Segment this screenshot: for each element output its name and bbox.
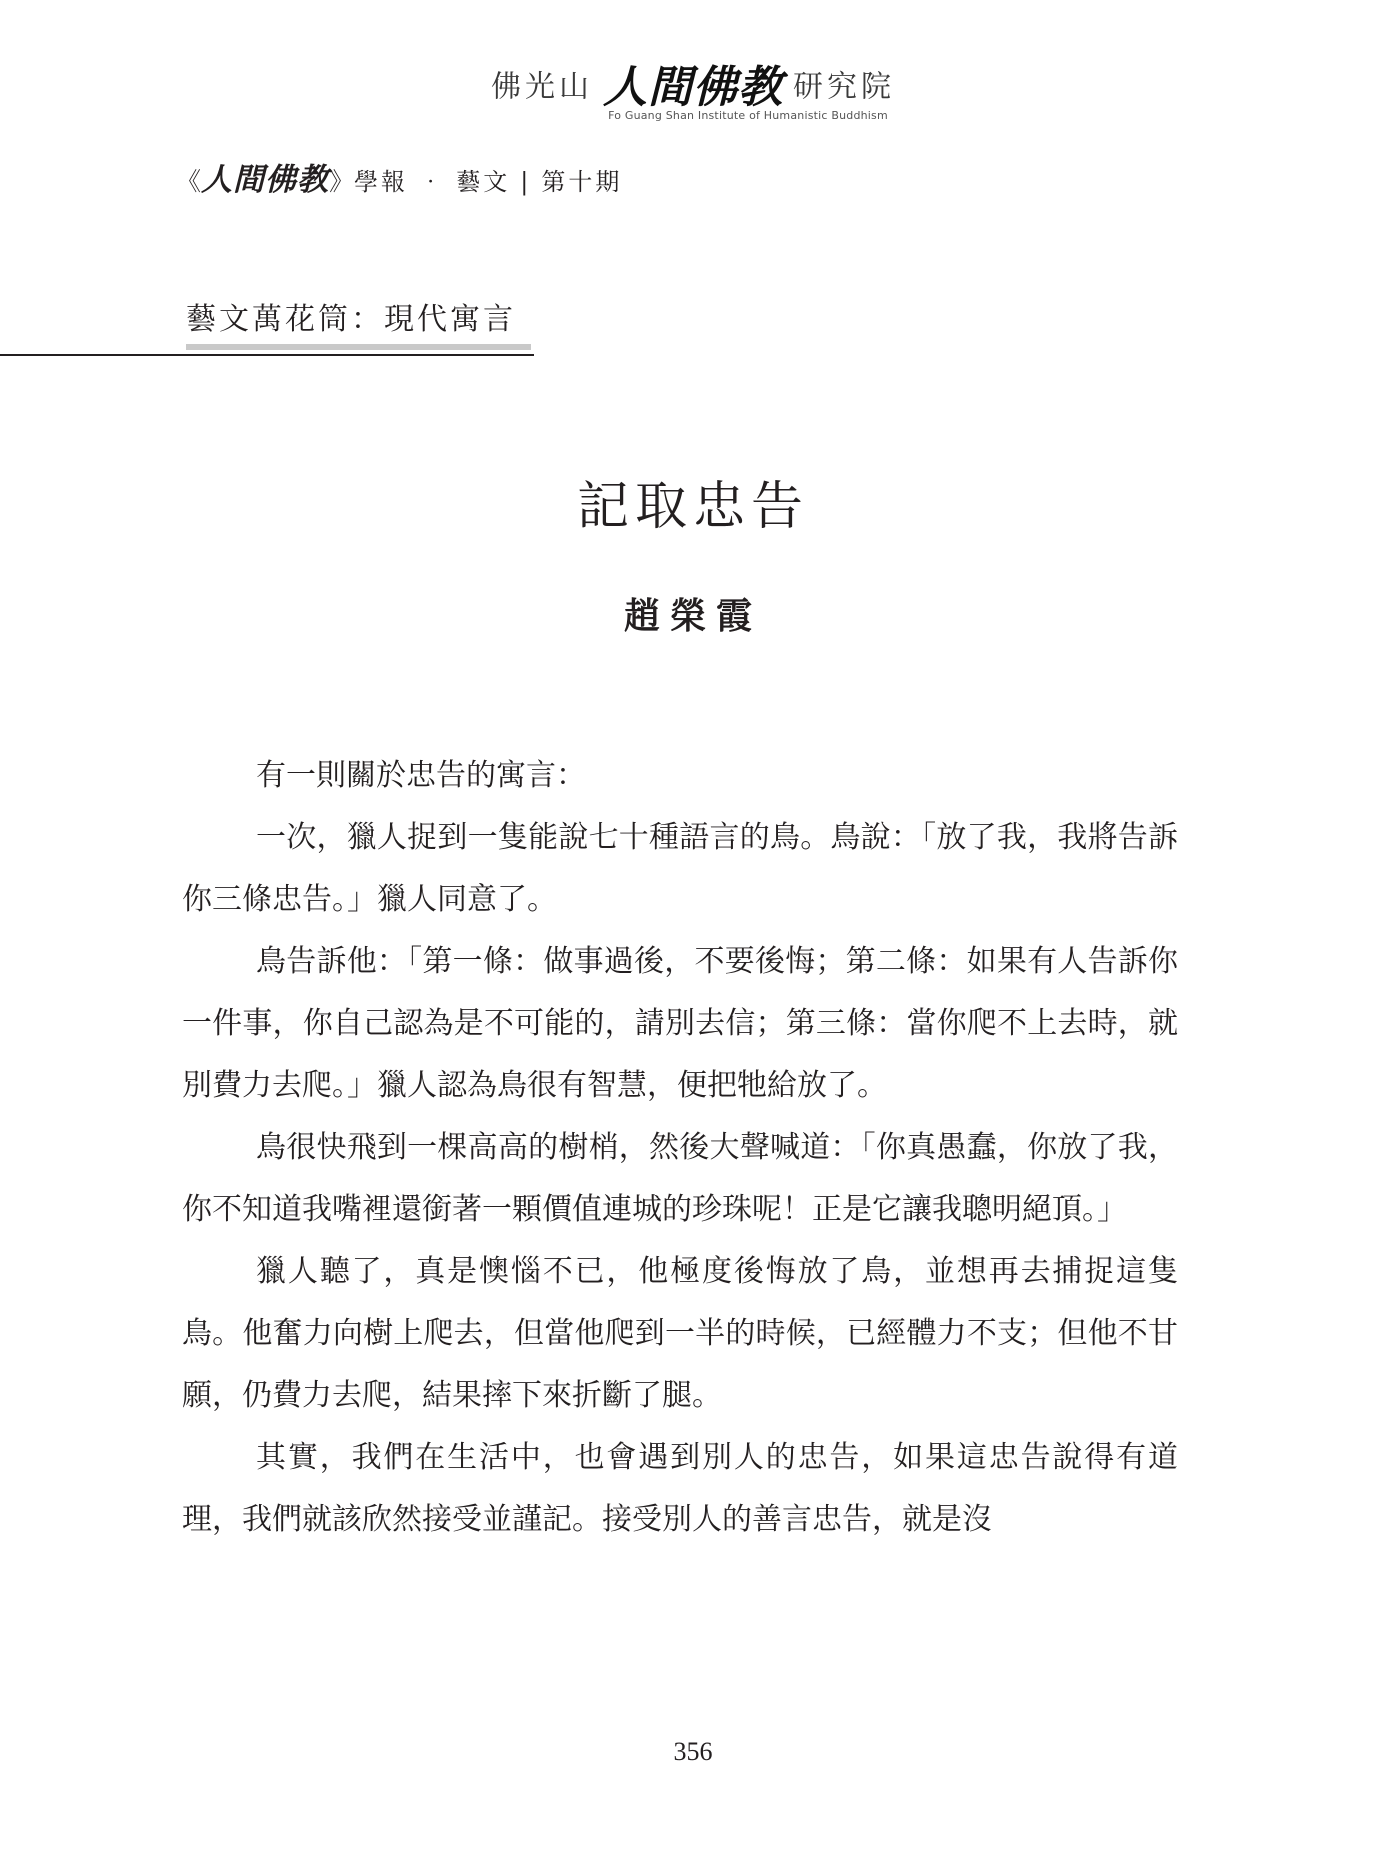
institute-english-name: Fo Guang Shan Institute of Humanistic Buddhism bbox=[608, 108, 888, 122]
section-heading: 藝文萬花筒：現代寓言 bbox=[186, 302, 516, 337]
running-head-issue: 第十期 bbox=[541, 168, 623, 196]
section-heading-underline bbox=[186, 344, 531, 350]
body-paragraph: 鳥告訴他：「第一條：做事過後，不要後悔；第二條：如果有人告訴你一件事，你自己認為是不可能的，請別去信；第三條：當你爬不上去時，就別費力去爬。」獵人認為鳥很有智慧，便把牠給放了。 bbox=[182, 944, 1178, 1103]
institute-header bbox=[0, 62, 1386, 122]
body-paragraph: 獵人聽了，真是懊惱不已，他極度後悔放了鳥，並想再去捕捉這隻鳥。他奮力向樹上爬去，但當他爬到一半的時候，已經體力不支；但他不甘願，仍費力去爬，結果摔下來折斷了腿。 bbox=[182, 1254, 1178, 1413]
article-author: 趙榮霞 bbox=[623, 595, 762, 637]
journal-running-head bbox=[176, 160, 622, 202]
page-number: 356 bbox=[673, 1737, 713, 1766]
running-head-separator: | bbox=[520, 168, 532, 196]
institute-prefix: 佛光山 bbox=[491, 69, 593, 105]
section-divider-rule bbox=[0, 354, 534, 356]
body-paragraph: 其實，我們在生活中，也會遇到別人的忠告，如果這忠告說得有道理，我們就該欣然接受並謹記。接受別人的善言忠告，就是沒 bbox=[182, 1440, 1178, 1537]
institute-suffix: 研究院 bbox=[793, 69, 895, 105]
article-title: 記取忠告 bbox=[576, 477, 809, 537]
running-head-journal-name: 學報 ‧ 藝文 bbox=[354, 168, 511, 196]
body-paragraph: 鳥很快飛到一棵高高的樹梢，然後大聲喊道：「你真愚蠢，你放了我，你不知道我嘴裡還銜著一顆價值連城的珍珠呢！正是它讓我聰明絕頂。」 bbox=[182, 1130, 1178, 1227]
running-head-open-bracket: 《 bbox=[176, 167, 202, 196]
institute-logo: 人間佛教 bbox=[603, 61, 783, 113]
body-paragraph: 一次，獵人捉到一隻能說七十種語言的鳥。鳥說：「放了我，我將告訴你三條忠告。」獵人同意了。 bbox=[182, 820, 1178, 917]
running-head-journal-logo: 人間佛教 bbox=[201, 162, 330, 198]
body-paragraph: 有一則關於忠告的寓言： bbox=[256, 758, 586, 793]
running-head-close-bracket: 》 bbox=[329, 167, 355, 196]
institute-name bbox=[491, 62, 895, 113]
article-body bbox=[182, 745, 1178, 1551]
